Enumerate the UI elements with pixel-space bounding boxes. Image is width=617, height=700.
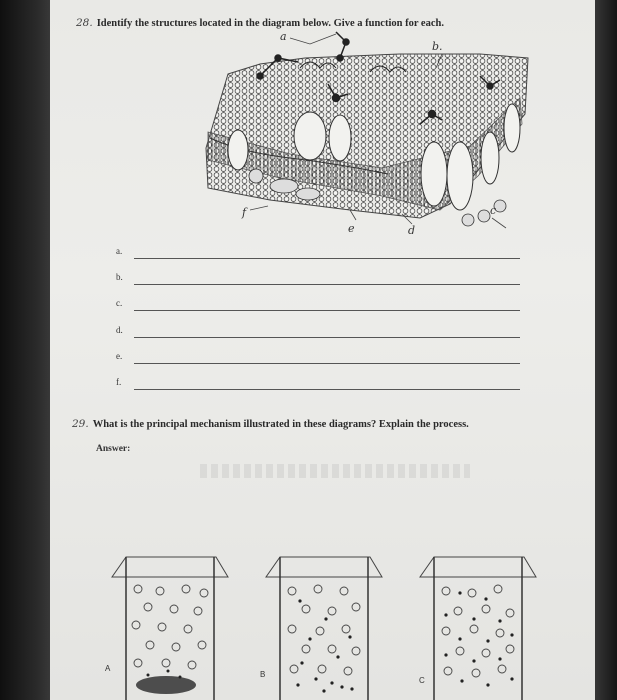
question-28-text: Identify the structures located in the diagram below. Give a function for each.	[96, 18, 444, 29]
answer-line-d[interactable]	[134, 337, 520, 338]
beaker-c-label: C	[419, 676, 425, 685]
bilayer-outline	[206, 54, 528, 218]
bleed-through-text	[200, 464, 470, 478]
answer-row-d-label: d.	[116, 325, 123, 335]
answer-line-e[interactable]	[134, 363, 520, 364]
answer-row-d	[116, 325, 520, 339]
answer-line-c[interactable]	[134, 310, 520, 311]
answer-row-a-label: a.	[116, 246, 123, 256]
cell-membrane-diagram	[150, 28, 540, 243]
question-29	[72, 418, 469, 430]
answer-row-a	[116, 246, 520, 260]
answer-row-c-label: c.	[116, 298, 123, 308]
label-b: b.	[432, 40, 443, 53]
answer-row-f	[116, 377, 520, 391]
answer-row-f-label: f.	[116, 377, 122, 387]
label-a: a	[280, 30, 287, 43]
label-c: c	[490, 204, 497, 217]
worksheet-page	[50, 0, 595, 700]
left-background-edge	[0, 0, 52, 700]
question-28-number: 28.	[76, 17, 93, 29]
label-f: f	[242, 206, 247, 219]
question-29-number: 29.	[72, 418, 89, 430]
answer-line-f[interactable]	[134, 389, 520, 390]
beaker-a	[108, 545, 233, 700]
beaker-b-label: B	[260, 670, 266, 679]
beaker-c	[416, 545, 541, 700]
answer-line-b[interactable]	[134, 284, 520, 285]
answer-row-e	[116, 351, 520, 365]
answer-line-a[interactable]	[134, 258, 520, 259]
question-29-text: What is the principal mechanism illustrated in these diagrams? Explain the process.	[92, 419, 469, 430]
answer-row-b-label: b.	[116, 272, 123, 282]
answer-row-b	[116, 272, 520, 286]
answer-row-c	[116, 298, 520, 312]
label-d: d	[408, 224, 416, 237]
answer-label: Answer:	[96, 444, 131, 454]
label-e: e	[348, 222, 355, 235]
beaker-b	[262, 545, 387, 700]
answer-row-e-label: e.	[116, 351, 123, 361]
beaker-a-label: A	[105, 664, 111, 673]
